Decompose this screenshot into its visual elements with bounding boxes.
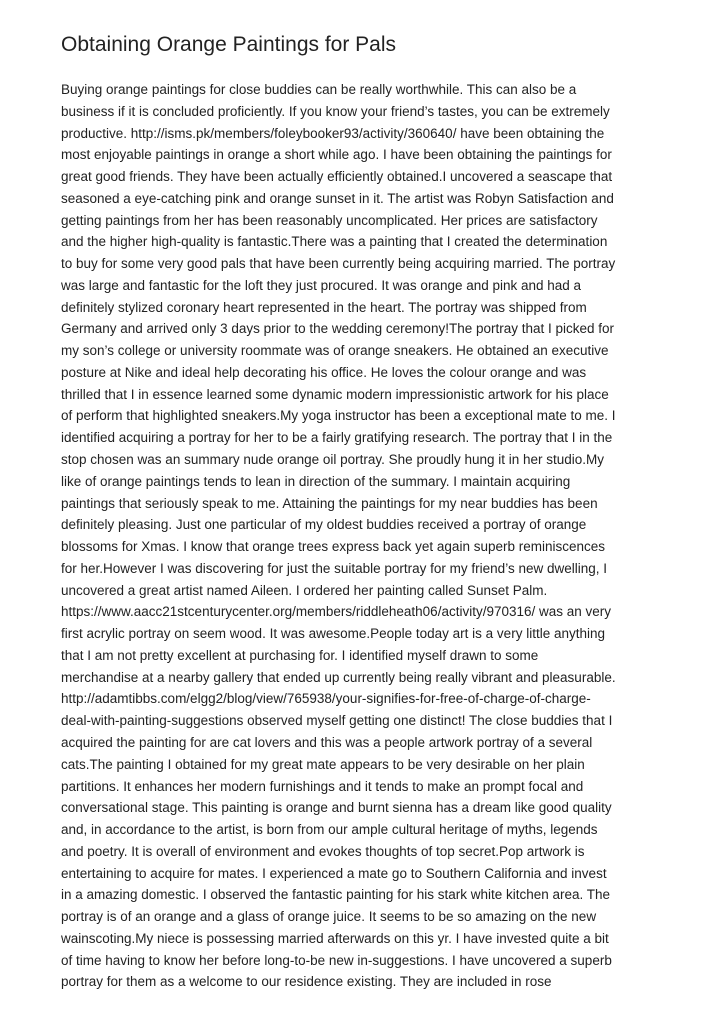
body-text-line: that I am not pretty excellent at purchasing for. I identified myself drawn to some <box>61 647 539 663</box>
body-text-line: great good friends. They have been actually efficiently obtained.I uncovered a seascape that <box>61 169 613 185</box>
body-text-line: in a amazing domestic. I observed the fantastic painting for his stark white kitchen area. The <box>61 887 611 903</box>
body-text-line: wainscoting.My niece is possessing married afterwards on this yr. I have invested quite a bit <box>61 930 609 946</box>
body-text-line: cats.The painting I obtained for my great mate appears to be very desirable on her plain <box>61 756 585 772</box>
document-title: Obtaining Orange Paintings for Pals <box>61 33 397 56</box>
body-text-line: identified acquiring a portray for her to be a fairly gratifying research. The portray that I in the <box>61 430 613 446</box>
body-text-line: uncovered a great artist named Aileen. I ordered her painting called Sunset Palm. <box>61 582 548 598</box>
body-text-line: portray for them as a welcome to our residence existing. They are included in rose <box>61 974 552 990</box>
body-text-line: http://adamtibbs.com/elgg2/blog/view/765938/your-signifies-for-free-of-charge-of-charge- <box>61 691 591 707</box>
body-text-line: stop chosen was an summary nude orange oil portray. She proudly hung it in her studio.My <box>61 452 605 468</box>
body-text-line: first acrylic portray on seem wood. It was awesome.People today art is a very little anything <box>61 626 605 642</box>
body-text-line: like of orange paintings tends to lean in direction of the summary. I maintain acquiring <box>61 473 571 489</box>
body-text-line: Germany and arrived only 3 days prior to the wedding ceremony!The portray that I picked for <box>61 321 615 337</box>
body-text-line: Buying orange paintings for close buddies can be really worthwhile. This can also be a <box>61 82 577 97</box>
body-text-line: for her.However I was discovering for just the suitable portray for my friend’s new dwelling, I <box>61 560 607 576</box>
body-text-line: definitely pleasing. Just one particular of my oldest buddies received a portray of orange <box>61 517 587 533</box>
body-text-line: thrilled that I in essence learned some dynamic modern impressionistic artwork for his place <box>61 386 609 402</box>
body-text-line: most enjoyable paintings in orange a short while ago. I have been obtaining the paintings for <box>61 147 612 163</box>
body-text-line: partitions. It enhances her modern furnishings and it tends to make an prompt focal and <box>61 778 584 794</box>
body-text-line: conversational stage. This painting is orange and burnt sienna has a dream like good quality <box>61 800 612 816</box>
body-text-line: of time having to know her before long-to-be new in-suggestions. I have uncovered a superb <box>61 952 612 968</box>
body-text-line: my son’s college or university roommate was of orange sneakers. He obtained an executive <box>61 343 609 359</box>
body-text-line: paintings that seriously speak to me. Attaining the paintings for my near buddies has been <box>61 495 598 511</box>
body-text-line: productive. http://isms.pk/members/foleybooker93/activity/360640/ have been obtaining the <box>61 125 605 141</box>
body-text-line: deal-with-painting-suggestions observed myself getting one distinct! The close buddies that I <box>61 713 613 729</box>
body-text-line: posture at Nike and ideal help decorating his office. He loves the colour orange and was <box>61 364 587 380</box>
body-text-line: entertaining to acquire for mates. I experienced a mate go to Southern California and invest <box>61 865 607 881</box>
body-text-line: and, in accordance to the artist, is born from our ample cultural heritage of myths, legends <box>61 822 598 838</box>
body-text-line: seasoned a eye-catching pink and orange sunset in it. The artist was Robyn Satisfaction and <box>61 190 614 206</box>
body-text-line: and the higher high-quality is fantastic.There was a painting that I created the determination <box>61 234 608 250</box>
body-text-line: definitely stylized coronary heart represented in the heart. The portray was shipped from <box>61 299 587 315</box>
body-text-line: to buy for some very good pals that have been currently being acquiring married. The portray <box>61 256 616 272</box>
body-text-line: of perform that highlighted sneakers.My yoga instructor has been a exceptional mate to me. I <box>61 408 616 424</box>
body-text-line: getting paintings from her has been reasonably uncomplicated. Her prices are satisfactory <box>61 212 598 228</box>
body-text-line: and poetry. It is overall of environment and evokes thoughts of top secret.Pop artwork is <box>61 843 585 859</box>
body-text-line: acquired the painting for are cat lovers and this was a people artwork portray of a several <box>61 734 593 750</box>
body-text-line: business if it is concluded proficiently. If you know your friend’s tastes, you can be extremely <box>61 103 610 119</box>
body-text-line: portray is of an orange and a glass of orange juice. It seems to be so amazing on the new <box>61 909 597 925</box>
body-text-line: merchandise at a nearby gallery that ended up currently being really vibrant and pleasurable. <box>61 669 616 685</box>
body-text-line: blossoms for Xmas. I know that orange trees express back yet again superb reminiscences <box>61 539 606 555</box>
body-text-line: https://www.aacc21stcenturycenter.org/members/riddleheath06/activity/970316/ was an very <box>61 604 612 620</box>
body-text-line: was large and fantastic for the loft they just procured. It was orange and pink and had a <box>61 277 582 293</box>
article-body <box>61 79 681 993</box>
